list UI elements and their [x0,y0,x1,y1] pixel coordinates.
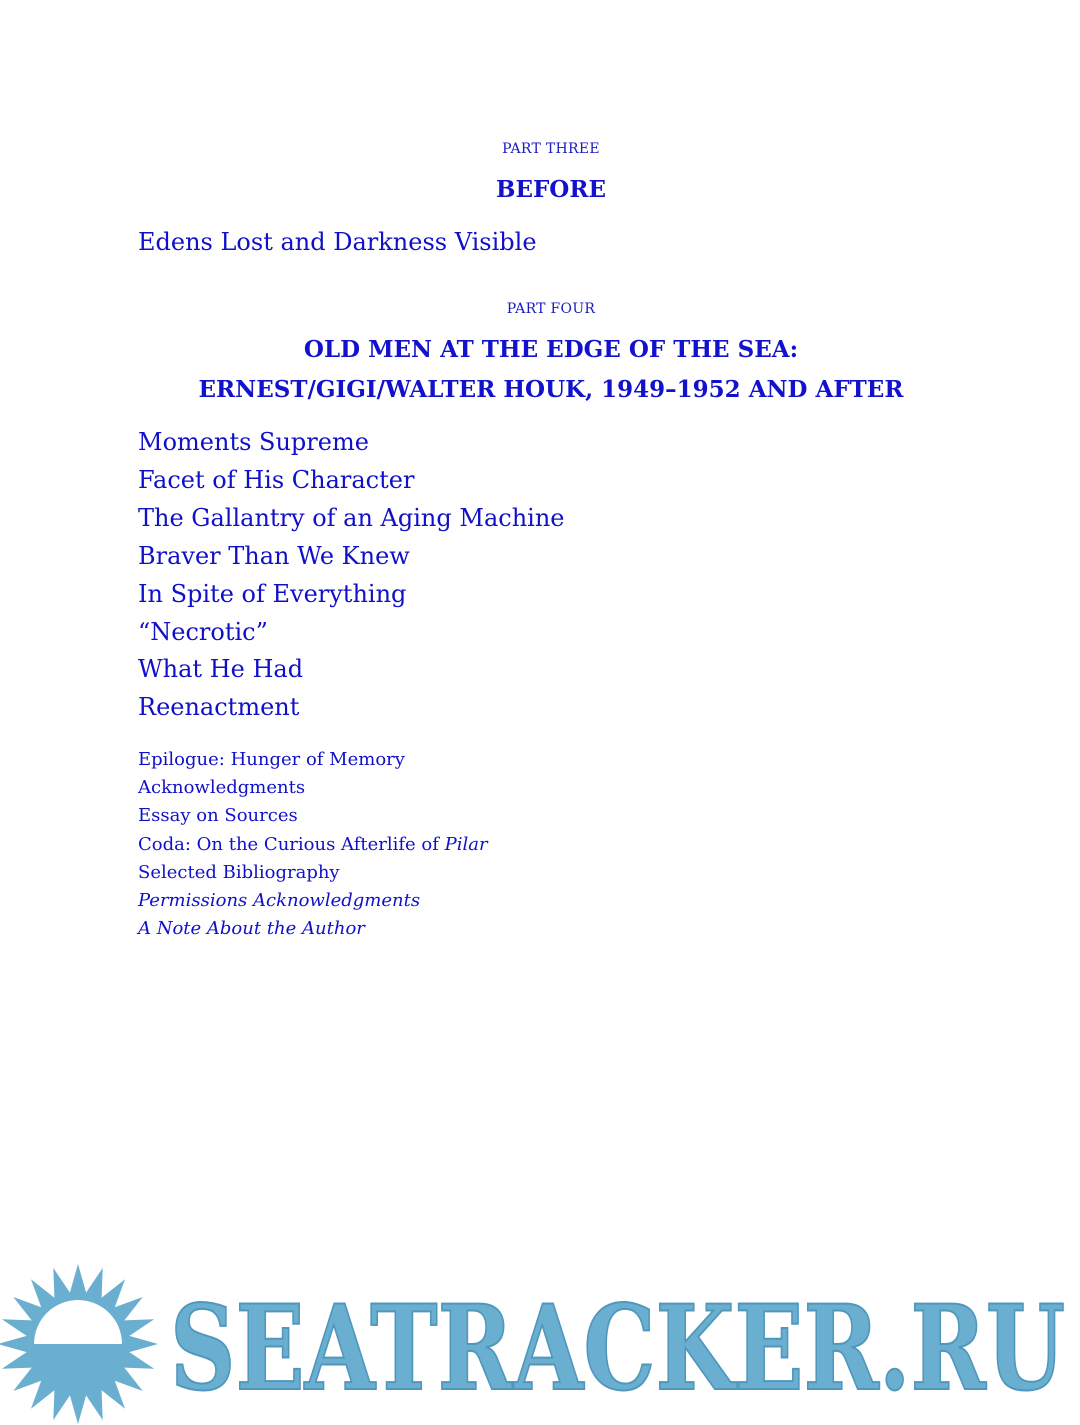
toc-entry[interactable] [138,576,565,614]
toc-entry[interactable] [138,614,565,652]
back-matter-entry[interactable] [138,915,488,943]
epilogue-link[interactable]: Epilogue: Hunger of Memory [138,749,405,770]
toc-entry[interactable] [138,651,565,689]
part-three-title: BEFORE [496,176,606,203]
back-matter-entry[interactable] [138,831,488,859]
coda-text: Coda: On the Curious Afterlife of [138,833,445,855]
part-four-title-line1: OLD MEN AT THE EDGE OF THE SEA: [303,336,799,363]
author-note-link[interactable]: A Note About the Author [138,918,365,940]
watermark [0,1262,1080,1425]
chapter-link[interactable]: What He Had [138,655,304,684]
back-matter-entry[interactable] [138,774,488,802]
back-matter-entry[interactable] [138,746,488,774]
toc-entry[interactable] [138,224,537,262]
part-four-chapter-list [138,424,565,727]
back-matter-entry[interactable] [138,802,488,830]
acknowledgments-link[interactable]: Acknowledgments [138,777,306,799]
toc-entry[interactable] [138,424,565,462]
essay-on-sources-link[interactable]: Essay on Sources [138,805,298,827]
watermark-text: SEATRACKER.RU [170,1279,1065,1417]
coda-italic-text: Pilar [444,833,488,855]
chapter-link[interactable]: Reenactment [138,693,300,722]
part-three-chapter-list [138,224,537,262]
chapter-link[interactable]: Braver Than We Knew [138,541,410,570]
permissions-link[interactable]: Permissions Acknowledgments [138,890,421,912]
chapter-link[interactable]: “Necrotic” [138,617,268,646]
back-matter-entry[interactable] [138,859,488,887]
toc-entry[interactable] [138,689,565,727]
chapter-link[interactable]: In Spite of Everything [138,579,407,608]
toc-entry[interactable] [138,538,565,576]
back-matter-entry[interactable] [138,887,488,915]
back-matter-list [138,746,488,943]
sun-icon [0,1264,158,1424]
part-four-title-line2: ERNEST/GIGI/WALTER HOUK, 1949–1952 AND AFTER [198,376,904,403]
toc-entry[interactable] [138,500,565,538]
bibliography-link[interactable]: Selected Bibliography [138,861,340,883]
chapter-link[interactable]: Edens Lost and Darkness Visible [138,228,537,256]
chapter-link[interactable]: The Gallantry of an Aging Machine [138,503,565,532]
coda-link[interactable] [138,834,488,855]
part-three-label: PART THREE [502,141,600,157]
toc-entry[interactable] [138,462,565,500]
chapter-link[interactable]: Moments Supreme [138,428,369,456]
part-four-label: PART FOUR [506,301,596,317]
chapter-link[interactable]: Facet of His Character [138,465,415,494]
